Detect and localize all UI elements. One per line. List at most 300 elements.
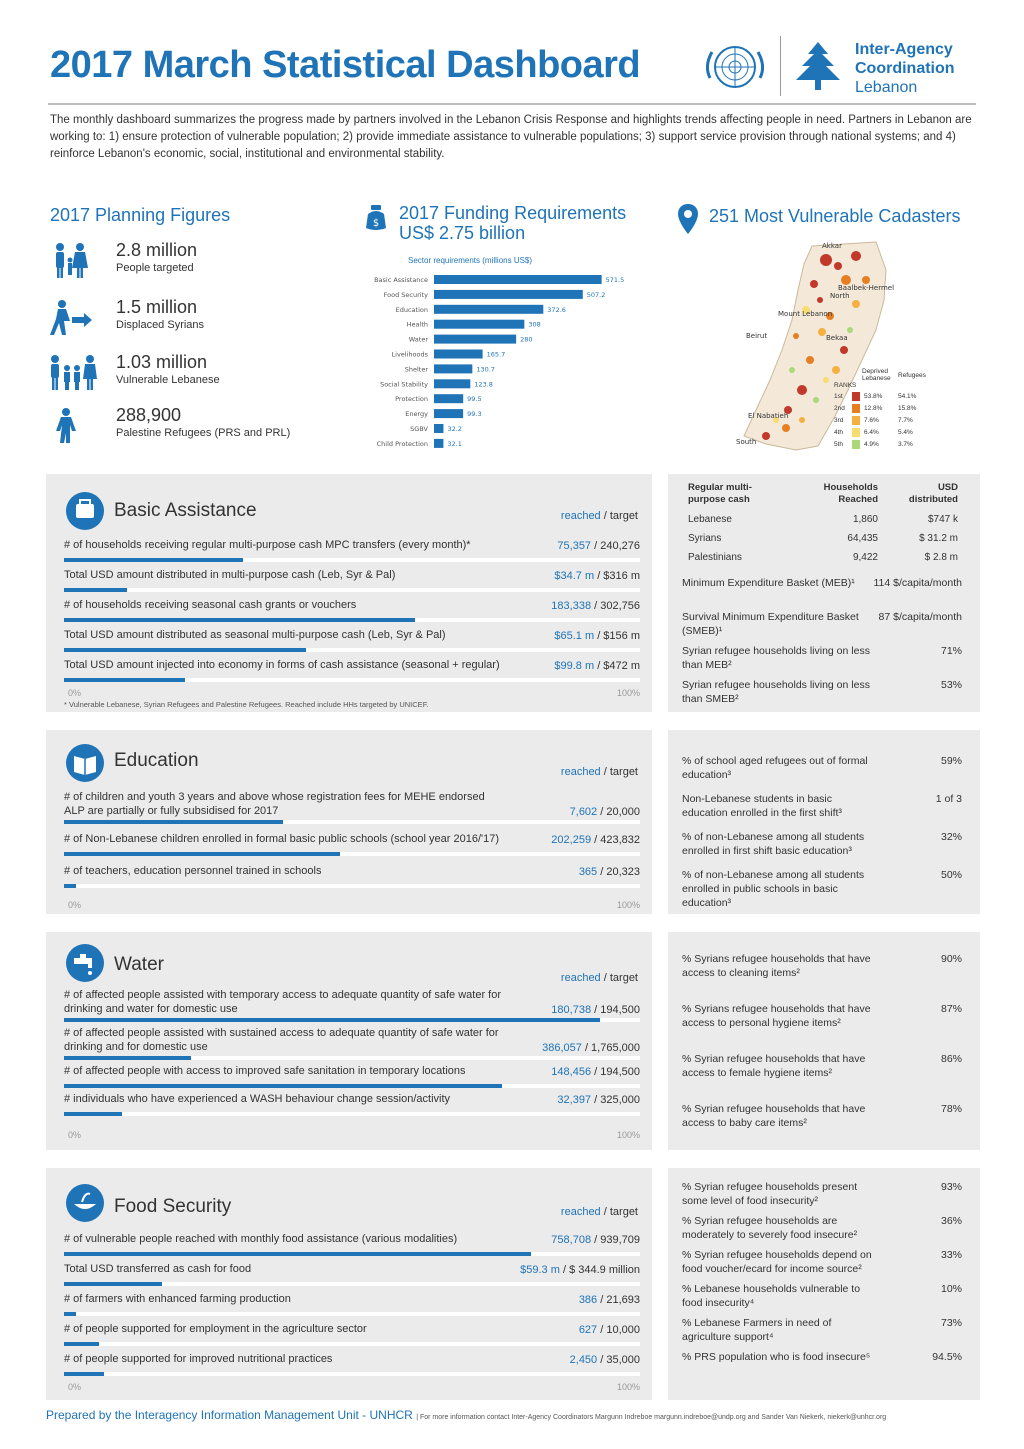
stat-value: 59%	[940, 755, 962, 767]
water-title: Water	[114, 954, 164, 975]
progress-fill	[64, 1342, 99, 1346]
indicator-value	[520, 1264, 640, 1276]
stat-label: % Syrian refugee households present some level of food insecurity²	[682, 1181, 858, 1207]
planning-title: 2017 Planning Figures	[50, 205, 231, 225]
legend-swatch	[852, 392, 860, 401]
indicator-row	[64, 864, 640, 894]
reached-value: 202,259	[551, 834, 592, 846]
education-icon	[66, 744, 104, 782]
stat-label: % Syrian refugee households that have access to female hygiene items²	[682, 1053, 866, 1079]
stat-item	[682, 1350, 962, 1364]
indicator-value	[551, 1004, 640, 1016]
reached-value: $59.3 m	[520, 1264, 560, 1276]
bar-value-label: 165.7	[486, 350, 506, 359]
stat-label: Syrian refugee households living on less than SMEB²	[682, 679, 870, 705]
legend-lebanese-value: 12.8%	[864, 405, 883, 412]
legend-swatch	[852, 404, 860, 413]
stat-value: 73%	[940, 1317, 962, 1329]
basic-footnote: * Vulnerable Lebanese, Syrian Refugees and Palestine Refugees. Reached include HHs targeted by UNICEF.	[64, 700, 429, 709]
svg-text:$: $	[372, 218, 380, 229]
target-value: / 10,000	[600, 1324, 640, 1336]
indicator-row	[64, 1232, 640, 1262]
indicator-value	[557, 1094, 640, 1106]
target-value: / $ 344.9 million	[562, 1264, 640, 1276]
food-security-title: Food Security	[114, 1196, 232, 1217]
stat-label: Survival Minimum Expenditure Basket (SMEB)¹	[682, 611, 859, 637]
funding-bar	[434, 424, 443, 433]
legend-rank: 3rd	[834, 417, 844, 424]
stat-label: % Syrian refugee households are moderately to severely food insecure²	[682, 1215, 858, 1241]
progress-track	[64, 1252, 640, 1256]
indicator-row	[64, 1262, 640, 1292]
progress-track	[64, 884, 640, 888]
funding-bar	[434, 320, 524, 329]
stat-item	[682, 610, 962, 638]
table-cell: Palestinians	[688, 552, 742, 563]
bar-category-label: Education	[395, 305, 428, 314]
stat-value: 32%	[940, 831, 962, 843]
indicator-label: Total USD amount distributed as seasonal multi-purpose cash (Leb, Syr & Pal)	[64, 629, 446, 641]
map-label: Mount Lebanon	[778, 310, 833, 318]
progress-track	[64, 1056, 640, 1060]
funding-bar	[434, 409, 463, 418]
progress-fill	[64, 558, 243, 562]
indicator-label: Total USD amount distributed in multi-purpose cash (Leb, Syr & Pal)	[64, 569, 396, 581]
indicator-row	[64, 658, 640, 688]
indicator-row	[64, 1292, 640, 1322]
page-title: 2017 March Statistical Dashboard	[50, 44, 641, 86]
progress-track	[64, 1084, 640, 1088]
progress-track	[64, 648, 640, 652]
progress-track	[64, 678, 640, 682]
target-value: / $156 m	[597, 630, 640, 642]
progress-track	[64, 1372, 640, 1376]
reached-target-header	[561, 766, 638, 778]
target-label: / target	[603, 766, 638, 778]
target-label: / target	[603, 1206, 638, 1218]
progress-track	[64, 618, 640, 622]
progress-fill	[64, 588, 127, 592]
stat-label: % Syrians refugee households that have access to personal hygiene items²	[682, 1003, 871, 1029]
planning-item	[48, 297, 338, 341]
axis-start: 0%	[68, 688, 82, 698]
stat-label: Non-Lebanese students in basic education enrolled in the first shift³	[682, 793, 842, 819]
stat-label: % of non-Lebanese among all students enrolled in public schools in basic education³	[682, 869, 865, 909]
planning-item	[48, 240, 338, 284]
legend-rank: 5th	[834, 441, 844, 448]
un-logo	[700, 38, 770, 96]
legend-swatch	[852, 428, 860, 437]
indicator-label: # of children and youth 3 years and above whose registration fees for MEHE endorsed ALP are partially or fully subsidised for 2017	[64, 791, 485, 817]
reached-value: 148,456	[551, 1066, 592, 1078]
indicator-label: # of affected people with access to improved safe sanitation in temporary locations	[64, 1065, 466, 1077]
stat-label: % Syrian refugee households depend on food voucher/ecard for income source²	[682, 1249, 872, 1275]
indicator-row	[64, 598, 640, 628]
legend-lebanese-value: 53.8%	[864, 393, 883, 400]
indicator-row	[64, 832, 640, 862]
target-value: / 194,500	[594, 1066, 640, 1078]
bar-value-label: 32.1	[447, 439, 462, 448]
reached-value: $99.8 m	[554, 660, 595, 672]
education-panel	[46, 730, 652, 914]
stat-value: 1 of 3	[935, 793, 962, 805]
footer-contact: | For more information contact Inter-Agency Coordinators Margunn Indreboe margunn.indreboe@undp.org and Sander Van Niekerk, niekerk@unhcr.org	[416, 1414, 887, 1421]
axis-start: 0%	[68, 1130, 82, 1140]
map-label: Bekaa	[826, 334, 848, 342]
reached-value: 32,397	[557, 1094, 592, 1106]
basic-assistance-title: Basic Assistance	[114, 500, 257, 521]
bar-category-label: SGBV	[410, 425, 428, 433]
indicator-value	[579, 1294, 640, 1306]
reached-value: 183,338	[551, 600, 592, 612]
bar-category-label: Child Protection	[376, 439, 428, 448]
reached-value: 2,450	[569, 1354, 598, 1366]
progress-fill	[64, 678, 185, 682]
indicator-label: # of people supported for employment in the agriculture sector	[64, 1323, 367, 1335]
header-divider	[48, 103, 976, 105]
cash-table	[688, 482, 960, 567]
stat-value: 10%	[940, 1283, 962, 1295]
food-security-stats-panel	[668, 1168, 980, 1400]
funding-bar	[434, 350, 483, 359]
money-bag-icon	[364, 204, 388, 232]
stat-label: % of non-Lebanese among all students enrolled in first shift basic education³	[682, 831, 865, 857]
legend-row	[834, 391, 984, 403]
bar-category-label: Water	[408, 335, 428, 344]
indicator-row	[64, 988, 640, 1028]
progress-fill	[64, 1372, 104, 1376]
indicator-value	[554, 630, 640, 642]
target-label: / target	[603, 510, 638, 522]
indicator-value	[542, 1042, 640, 1054]
indicator-label: Total USD transferred as cash for food	[64, 1263, 252, 1275]
bar-value-label: 123.8	[474, 380, 493, 389]
funding-bar	[434, 439, 443, 448]
planning-value: 1.03 million	[116, 352, 208, 372]
progress-track	[64, 558, 640, 562]
bar-value-label: 372.6	[547, 305, 566, 314]
stat-label: % Syrians refugee households that have access to cleaning items²	[682, 953, 871, 979]
progress-track	[64, 1018, 640, 1022]
map-label: Baalbek-Hermel	[838, 284, 895, 292]
target-value: / 423,832	[594, 834, 640, 846]
reached-label: reached	[560, 972, 601, 984]
legend-row	[834, 439, 984, 451]
funding-chart-subtitle: Sector requirements (millions US$)	[408, 256, 533, 265]
person-icon	[48, 407, 92, 445]
logo-line-3: Lebanon	[855, 79, 918, 96]
bar-value-label: 507.2	[586, 290, 606, 299]
displaced-person-icon	[48, 299, 92, 337]
education-title: Education	[114, 750, 199, 771]
stat-label: % Lebanese Farmers in need of agriculture support⁴	[682, 1317, 832, 1343]
target-value: / 1,765,000	[584, 1042, 640, 1054]
progress-fill	[64, 884, 76, 888]
reached-value: 627	[578, 1324, 598, 1336]
education-stats-panel	[668, 730, 980, 914]
reached-value: 75,357	[557, 540, 592, 552]
reached-value: 386,057	[542, 1042, 582, 1054]
table-row	[688, 548, 960, 567]
bar-category-label: Social Stability	[380, 380, 428, 389]
map-legend-header	[834, 368, 984, 382]
table-cell: $ 31.2 m	[919, 533, 958, 544]
reached-label: reached	[560, 510, 601, 522]
axis-end: 100%	[616, 688, 640, 698]
food-security-icon	[66, 1184, 104, 1222]
family-icon	[48, 242, 92, 280]
coordination-logo-text	[855, 40, 955, 97]
basic-assistance-panel	[46, 474, 652, 712]
bar-category-label: Basic Assistance	[374, 276, 428, 284]
axis-start: 0%	[68, 900, 82, 910]
stat-item	[682, 952, 962, 980]
stat-label: % Syrian refugee households that have access to baby care items²	[682, 1103, 866, 1129]
bar-value-label: 280	[520, 335, 533, 344]
indicator-label: # of Non-Lebanese children enrolled in formal basic public schools (school year 2016/'17)	[64, 833, 500, 845]
stat-item	[682, 1002, 962, 1030]
target-value: / 325,000	[594, 1094, 640, 1106]
bar-category-label: Shelter	[404, 365, 428, 374]
stat-label: Minimum Expenditure Basket (MEB)¹	[682, 577, 855, 589]
axis-end: 100%	[616, 1382, 640, 1392]
table-header: Regular multi-purpose cash	[688, 482, 752, 505]
water-tap-icon	[66, 944, 104, 982]
map-legend	[834, 368, 984, 451]
progress-fill	[64, 1112, 122, 1116]
reached-value: 180,738	[551, 1004, 592, 1016]
stat-value: 86%	[940, 1053, 962, 1065]
planning-label: Palestine Refugees (PRS and PRL)	[116, 427, 291, 439]
indicator-label: # of vulnerable people reached with monthly food assistance (various modalities)	[64, 1233, 458, 1245]
legend-row	[834, 403, 984, 415]
reached-label: reached	[560, 766, 601, 778]
legend-swatch	[852, 440, 860, 449]
target-value: / 20,000	[600, 806, 640, 818]
funding-bar	[434, 364, 472, 373]
bar-value-label: 308	[528, 320, 541, 329]
target-value: / $316 m	[597, 570, 640, 582]
bar-category-label: Protection	[395, 395, 428, 404]
funding-bar	[434, 394, 463, 403]
legend-refugee-value: 5.4%	[898, 429, 913, 436]
target-value: / 194,500	[594, 1004, 640, 1016]
indicator-row	[64, 1352, 640, 1382]
stat-value: 87%	[940, 1003, 962, 1015]
table-row	[688, 510, 960, 529]
bar-category-label: Food Security	[383, 290, 428, 299]
indicator-label: # of households receiving seasonal cash grants or vouchers	[64, 599, 357, 611]
progress-fill	[64, 1252, 531, 1256]
stat-value: 33%	[940, 1249, 962, 1261]
indicator-label: # of people supported for improved nutritional practices	[64, 1353, 333, 1365]
logo-line-2: Coordination	[855, 60, 955, 77]
table-row	[688, 529, 960, 548]
table-cell: 1,860	[852, 514, 878, 525]
stat-label: % PRS population who is food insecure⁵	[682, 1351, 871, 1363]
legend-swatch	[852, 416, 860, 425]
table-header: Households Reached	[823, 482, 878, 505]
basic-assistance-icon	[66, 492, 104, 530]
funding-bar	[434, 290, 583, 299]
planning-label: Vulnerable Lebanese	[116, 374, 220, 386]
footer-main: Prepared by the Interagency Information Management Unit - UNHCR	[46, 1408, 413, 1422]
stat-item	[682, 1214, 962, 1242]
indicator-label: Total USD amount injected into economy in forms of cash assistance (seasonal + regular)	[64, 659, 500, 671]
stat-item	[682, 644, 962, 672]
stat-value: 87 $/capita/month	[878, 611, 962, 623]
map-label: Beirut	[746, 332, 768, 340]
reached-label: reached	[560, 1206, 601, 1218]
legend-lebanese-value: 4.9%	[864, 441, 879, 448]
planning-value: 1.5 million	[116, 297, 198, 317]
cedar-logo	[788, 38, 848, 96]
indicator-label: # of affected people assisted with sustained access to adequate quantity of safe water for drinking and for domestic use	[64, 1027, 499, 1053]
stat-item	[682, 1102, 962, 1130]
indicator-row	[64, 628, 640, 658]
funding-bar-chart	[360, 272, 660, 456]
stat-value: 114 $/capita/month	[873, 577, 962, 589]
progress-track	[64, 588, 640, 592]
target-value: / 302,756	[594, 600, 640, 612]
map-legend-ranks-title	[834, 382, 984, 391]
logo-divider	[780, 36, 781, 96]
progress-fill	[64, 1084, 502, 1088]
reached-target-header	[561, 1206, 638, 1218]
table-cell: Lebanese	[688, 514, 732, 525]
stat-label: Syrian refugee households living on less than MEB²	[682, 645, 870, 671]
reached-value: 365	[578, 866, 598, 878]
legend-header-lebanese: Deprived Lebanese	[862, 368, 891, 382]
food-security-panel	[46, 1168, 652, 1400]
stat-item	[682, 754, 962, 782]
water-panel	[46, 932, 652, 1150]
planning-label: Displaced Syrians	[116, 319, 205, 331]
progress-fill	[64, 1018, 600, 1022]
progress-fill	[64, 1282, 162, 1286]
funding-bar	[434, 335, 516, 344]
planning-value: 288,900	[116, 405, 182, 425]
progress-fill	[64, 618, 415, 622]
indicator-row	[64, 1064, 640, 1094]
stat-item	[682, 792, 962, 820]
stat-item	[682, 868, 962, 910]
progress-fill	[64, 1056, 191, 1060]
map-label: South	[736, 438, 757, 446]
table-cell: Syrians	[688, 533, 722, 544]
axis-end: 100%	[616, 900, 640, 910]
logo-line-1: Inter-Agency	[855, 41, 953, 58]
indicator-label: # of households receiving regular multi-purpose cash MPC transfers (every month)*	[64, 539, 471, 551]
axis-start: 0%	[68, 1382, 82, 1392]
progress-fill	[64, 648, 306, 652]
table-header: USD distributed	[908, 482, 958, 505]
planning-item	[48, 405, 338, 449]
indicator-value	[570, 1354, 640, 1366]
stat-value: 71%	[940, 645, 962, 657]
target-value: / 240,276	[594, 540, 640, 552]
indicator-label: # of farmers with enhanced farming production	[64, 1293, 291, 1305]
funding-bar	[434, 275, 602, 284]
stat-value: 78%	[940, 1103, 962, 1115]
indicator-value	[579, 1324, 640, 1336]
basic-assistance-stats-panel	[668, 474, 980, 712]
funding-title-line-1: 2017 Funding Requirements	[399, 203, 627, 223]
bar-category-label: Health	[406, 320, 428, 329]
stat-value: 94.5%	[932, 1351, 962, 1363]
progress-track	[64, 1282, 640, 1286]
planning-value: 2.8 million	[116, 240, 198, 260]
indicator-value	[551, 1066, 640, 1078]
indicator-value	[557, 540, 640, 552]
map-pin-icon	[678, 204, 698, 234]
stat-item	[682, 678, 962, 706]
table-cell: 64,435	[847, 533, 878, 544]
indicator-value	[551, 600, 640, 612]
progress-fill	[64, 820, 283, 824]
funding-total: US$ 2.75 billion	[399, 223, 526, 243]
stat-label: % of school aged refugees out of formal education³	[682, 755, 868, 781]
map-label: Akkar	[822, 242, 842, 250]
bar-value-label: 571.5	[605, 276, 625, 284]
stat-item	[682, 1282, 962, 1310]
stat-item	[682, 576, 962, 590]
reached-value: 386	[578, 1294, 598, 1306]
reached-value: $34.7 m	[554, 570, 595, 582]
intro-text: The monthly dashboard summarizes the progress made by partners involved in the Lebanon Crisis Response and highlights trends affecting people in need. Partners in Lebanon are working to: 1) ensure protection of vulnerable population; 2) provide immediate assistance to vulnerable populations; 3) support service provision through national systems; and 4) reinforce Lebanon's economic, social, institutional and environmental stability.	[50, 114, 972, 160]
funding-title	[399, 203, 626, 243]
stat-value: 93%	[940, 1181, 962, 1193]
stat-item	[682, 1248, 962, 1276]
stat-item	[682, 830, 962, 858]
stat-item	[682, 1180, 962, 1208]
stat-value: 50%	[940, 869, 962, 881]
reached-value: 758,708	[551, 1234, 592, 1246]
legend-lebanese-value: 7.6%	[864, 417, 879, 424]
bar-value-label: 130.7	[476, 365, 495, 374]
progress-fill	[64, 852, 340, 856]
legend-refugee-value: 15.8%	[898, 405, 917, 412]
legend-ranks-label: RANKS	[834, 382, 857, 389]
family-group-icon	[48, 354, 92, 392]
bar-value-label: 32.2	[447, 425, 462, 433]
funding-bar	[434, 305, 543, 314]
progress-track	[64, 1312, 640, 1316]
indicator-row	[64, 1092, 640, 1122]
progress-track	[64, 1342, 640, 1346]
footer	[46, 1408, 886, 1422]
table-cell: 9,422	[852, 552, 878, 563]
indicator-value	[554, 660, 640, 672]
reached-value: $65.1 m	[554, 630, 595, 642]
indicator-row	[64, 1322, 640, 1352]
legend-row	[834, 415, 984, 427]
map-title: 251 Most Vulnerable Cadasters	[709, 206, 961, 226]
axis-end: 100%	[616, 1130, 640, 1140]
bar-category-label: Livelihoods	[391, 350, 428, 359]
indicator-row	[64, 538, 640, 568]
bar-category-label: Energy	[405, 410, 428, 419]
map-label: North	[830, 292, 850, 300]
table-cell: $747 k	[927, 514, 958, 525]
indicator-value	[554, 570, 640, 582]
map-legend-rows	[834, 391, 984, 451]
reached-target-header	[561, 510, 638, 522]
legend-rank: 2nd	[834, 405, 845, 412]
target-value: / 35,000	[600, 1354, 640, 1366]
stat-value: 53%	[940, 679, 962, 691]
legend-header-refugees: Refugees	[898, 372, 926, 379]
